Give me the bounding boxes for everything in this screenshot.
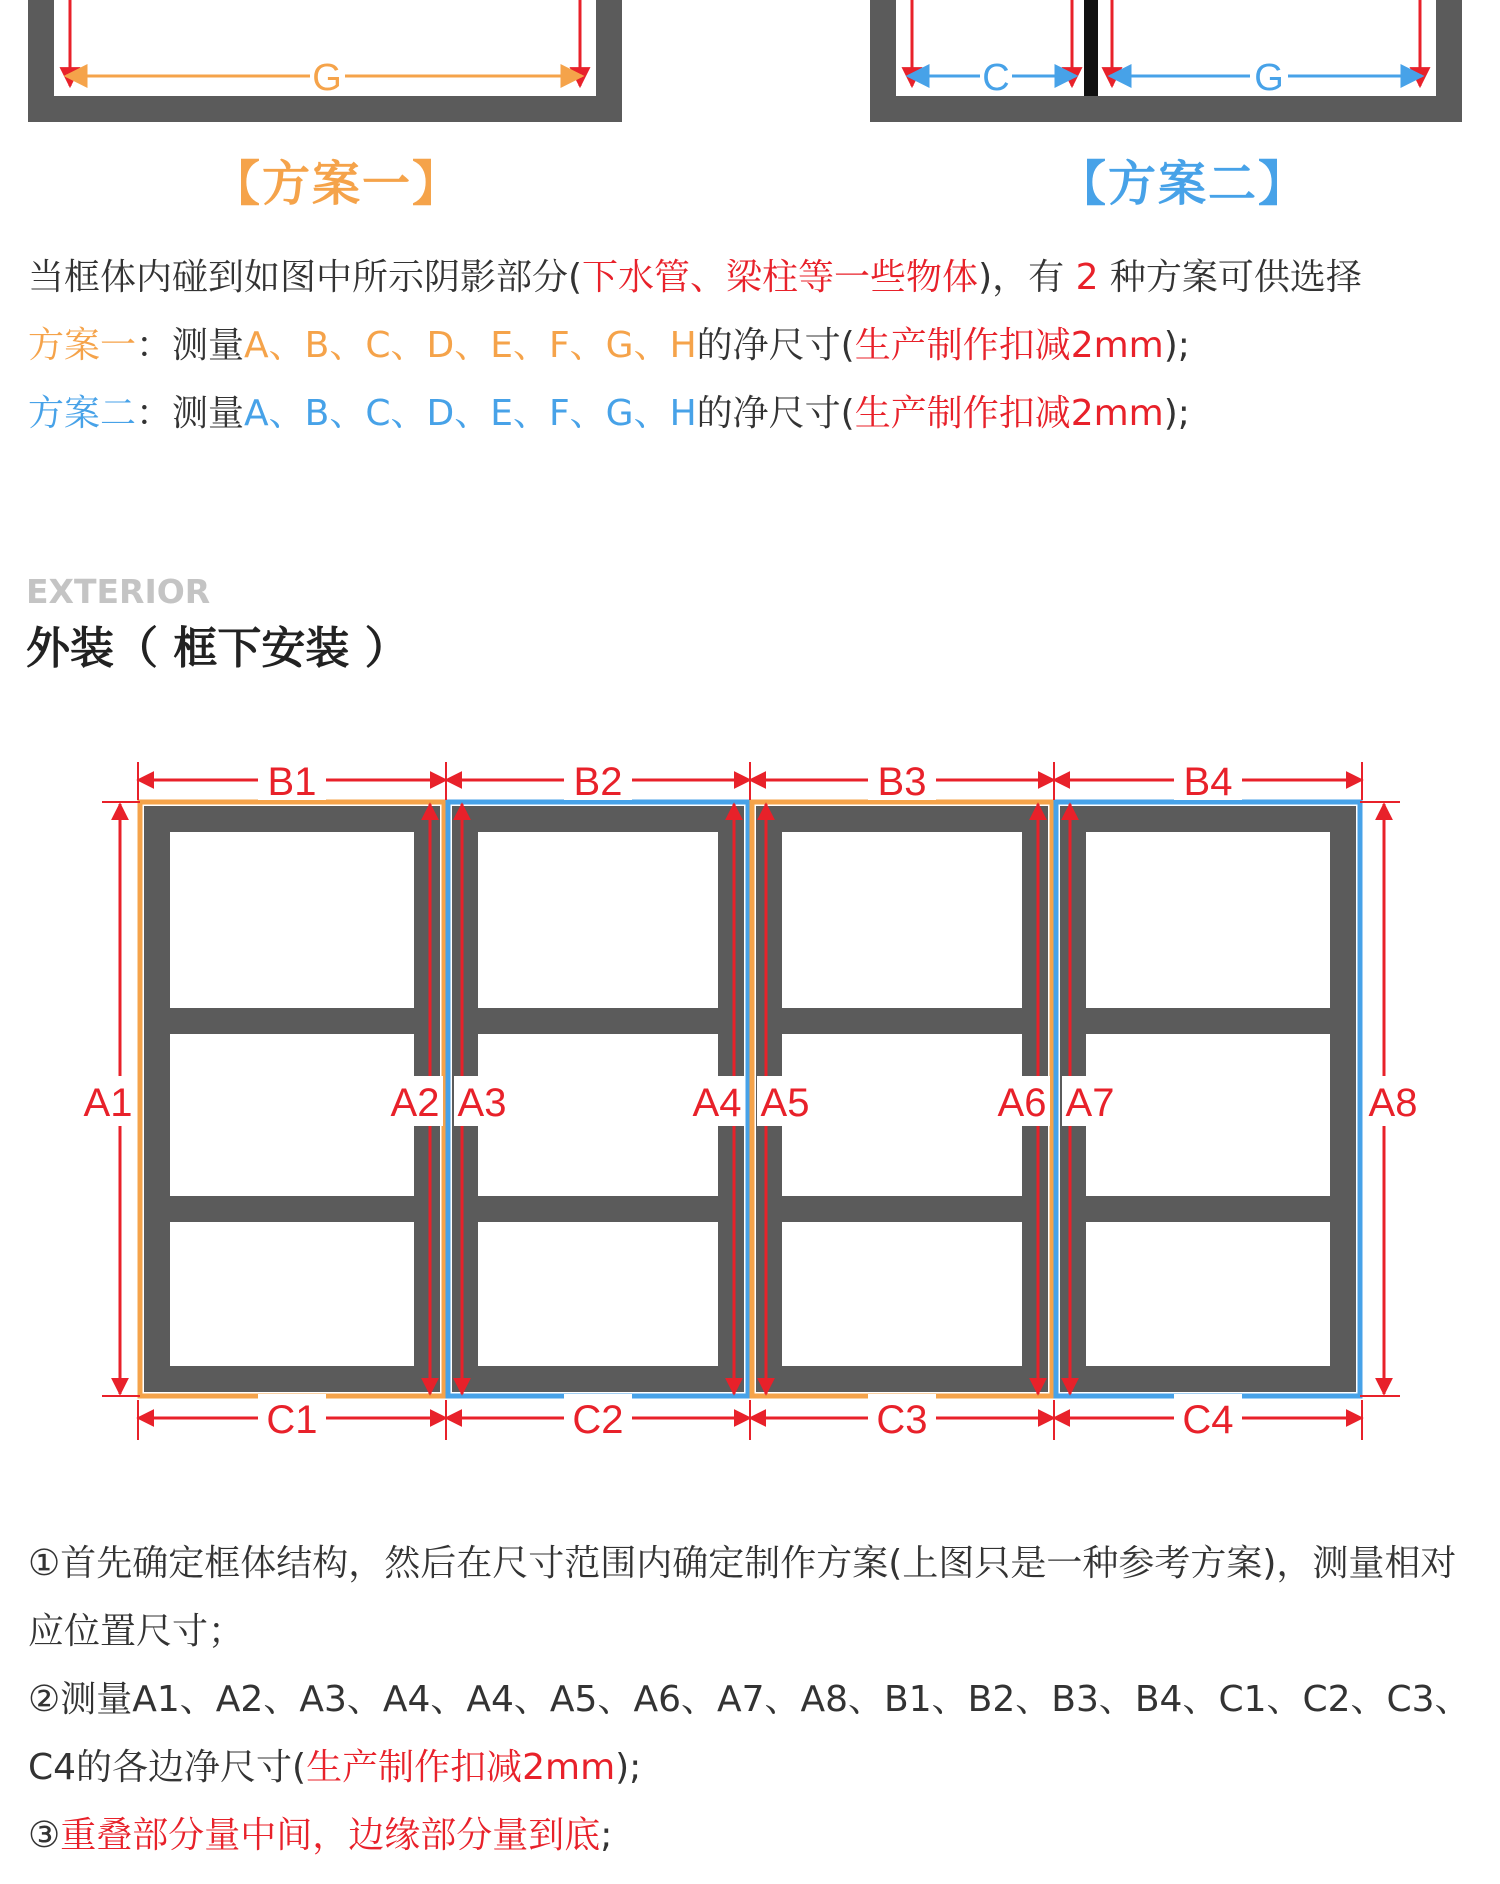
description-line-1: [28, 244, 1362, 312]
section-title-en: EXTERIOR: [26, 572, 211, 611]
top-diagrams: [0, 0, 1500, 140]
desc3-note: 生产制作扣减2mm: [854, 393, 1164, 434]
panel-1-top-rail: [144, 806, 440, 832]
desc2-note: 生产制作扣减2mm: [854, 325, 1164, 366]
panel-3-top-rail: [756, 806, 1048, 832]
note-1: ①首先确定框体结构，然后在尺寸范围内确定制作方案(上图只是一种参考方案)，测量相对应位置尺寸；: [28, 1543, 1457, 1652]
measurement-diagram: [0, 740, 1500, 1450]
panel-2-mid-rail-2: [452, 1196, 744, 1222]
note2-prefix: ②测量A1、A2、A3、A4、A4、A5、A6、A7、A8、B1、B2、B3、B4、C1、C2、C3、C4的各边净尺寸(: [28, 1679, 1471, 1788]
desc1-prefix: 当框体内碰到如图中所示阴影部分(: [28, 257, 583, 298]
desc1-highlight: 下水管、梁柱等一些物体: [582, 257, 979, 298]
dim-label-c1: C1: [266, 1398, 318, 1442]
scheme2-title: 【方案二】: [1058, 156, 1309, 212]
description-line-3: [28, 380, 1190, 448]
panel-3-mid-rail-2: [756, 1196, 1048, 1222]
dim-label-b4: B4: [1183, 760, 1233, 804]
panel-4-top-rail: [1060, 806, 1356, 832]
note3-prefix: ③: [28, 1815, 61, 1856]
panel-4-mid-rail-1: [1060, 1008, 1356, 1034]
dim-label-a6: A6: [997, 1081, 1047, 1125]
desc2-letters: A、B、C、D、E、F、G、H: [244, 325, 697, 366]
panel-2-mid-rail-1: [452, 1008, 744, 1034]
desc3-middle: 的净尺寸(: [696, 393, 855, 434]
panel-1-mid-rail-1: [144, 1008, 440, 1034]
note3-suffix: ;: [600, 1815, 613, 1856]
panel-4-right-stile: [1330, 806, 1356, 1392]
note2-suffix: );: [615, 1747, 642, 1788]
desc2-suffix: );: [1163, 325, 1190, 366]
dim-label-a1: A1: [83, 1081, 133, 1125]
desc1-suffix: 种方案可供选择: [1098, 257, 1362, 298]
section-title-zh: 外装（ 框下安装 ）: [26, 623, 409, 674]
panel-2-top-rail: [452, 806, 744, 832]
panel-4-bottom-rail: [1060, 1366, 1356, 1392]
panel-3-bottom-rail: [756, 1366, 1048, 1392]
desc3-letters: A、B、C、D、E、F、G、H: [244, 393, 697, 434]
desc1-count: 2: [1075, 257, 1099, 298]
desc3-label: 方案二: [28, 393, 137, 434]
scheme2-label-g: G: [1254, 57, 1284, 99]
desc1-middle: )，有: [978, 257, 1076, 298]
desc3-colon: ：测量: [136, 393, 245, 434]
note3-red: 重叠部分量中间，边缘部分量到底: [60, 1815, 601, 1856]
dim-label-a8: A8: [1368, 1081, 1418, 1125]
scheme1-title: 【方案一】: [212, 156, 463, 212]
dim-label-a7: A7: [1065, 1081, 1115, 1125]
panel-3-mid-rail-1: [756, 1008, 1048, 1034]
dim-label-a5: A5: [760, 1081, 810, 1125]
dim-label-b1: B1: [267, 760, 317, 804]
note2-red: 生产制作扣减2mm: [306, 1747, 616, 1788]
desc2-middle: 的净尺寸(: [696, 325, 855, 366]
panel-2-bottom-rail: [452, 1366, 744, 1392]
description-line-2: [28, 312, 1190, 380]
scheme2-label-c: C: [982, 57, 1010, 99]
note-3: [28, 1802, 1478, 1870]
desc3-suffix: );: [1163, 393, 1190, 434]
dim-label-b2: B2: [573, 760, 623, 804]
dim-label-c2: C2: [572, 1398, 624, 1442]
desc2-colon: ：测量: [136, 325, 245, 366]
panel-1-bottom-rail: [144, 1366, 440, 1392]
dim-label-c3: C3: [876, 1398, 928, 1442]
panel-4-mid-rail-2: [1060, 1196, 1356, 1222]
dim-label-a3: A3: [457, 1081, 507, 1125]
note-2: [28, 1666, 1478, 1802]
panel-1-left-stile: [144, 806, 170, 1392]
panel-1-mid-rail-2: [144, 1196, 440, 1222]
dim-label-b3: B3: [877, 760, 927, 804]
dim-label-c4: C4: [1182, 1398, 1234, 1442]
dim-label-a4: A4: [692, 1081, 742, 1125]
scheme2-frame: [870, 0, 1462, 122]
scheme1-label-g: G: [312, 57, 342, 99]
desc2-label: 方案一: [28, 325, 137, 366]
dim-label-a2: A2: [390, 1081, 440, 1125]
